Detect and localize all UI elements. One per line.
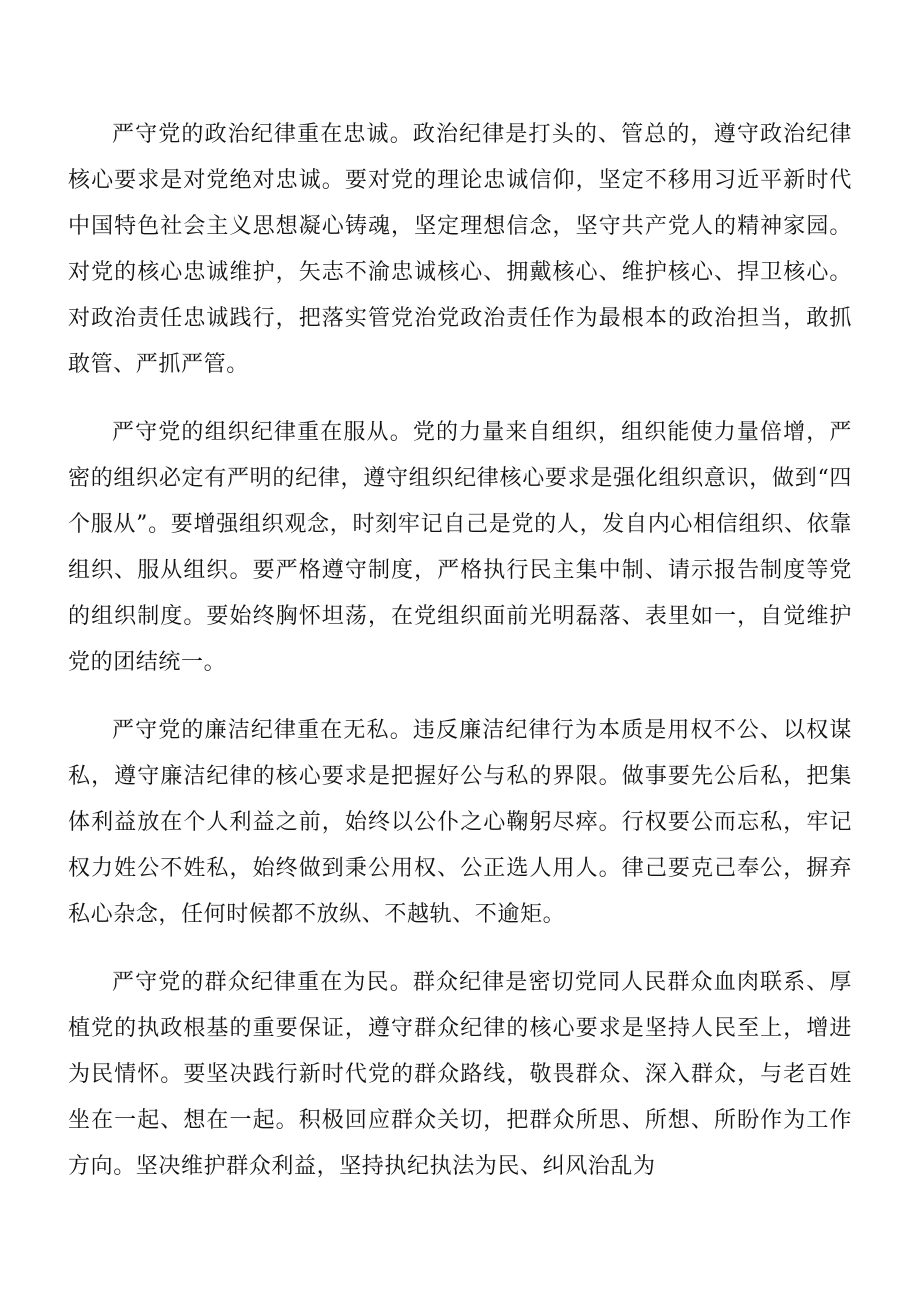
- document-page: [68, 112, 852, 1212]
- paragraph-integrity-discipline: 严守党的廉洁纪律重在无私。违反廉洁纪律行为本质是用权不公、以权谋私，遵守廉洁纪律的核心要求是把握好公与私的界限。做事要先公后私，把集体利益放在个人利益之前，始终以公仆之心鞠躬尽瘁。行权要公而忘私，牢记权力姓公不姓私，始终做到秉公用权、公正选人用人。律己要克己奉公，摒弃私心杂念，任何时候都不放纵、不越轨、不逾矩。: [68, 718, 852, 927]
- paragraph-mass-discipline: 严守党的群众纪律重在为民。群众纪律是密切党同人民群众血肉联系、厚植党的执政根基的重要保证，遵守群众纪律的核心要求是坚持人民至上，增进为民情怀。要坚决践行新时代党的群众路线，敬畏群众、深入群众，与老百姓坐在一起、想在一起。积极回应群众关切，把群众所思、所想、所盼作为工作方向。坚决维护群众利益，坚持执纪执法为民、纠风治乱为: [68, 970, 852, 1179]
- paragraph-organizational-discipline: 严守党的组织纪律重在服从。党的力量来自组织，组织能使力量倍增，严密的组织必定有严明的纪律，遵守组织纪律核心要求是强化组织意识，做到“四个服从”。要增强组织观念，时刻牢记自己是党的人，发自内心相信组织、依靠组织、服从组织。要严格遵守制度，严格执行民主集中制、请示报告制度等党的组织制度。要始终胸怀坦荡，在党组织面前光明磊落、表里如一，自觉维护党的团结统一。: [68, 420, 852, 675]
- paragraph-political-discipline: 严守党的政治纪律重在忠诚。政治纪律是打头的、管总的，遵守政治纪律核心要求是对党绝对忠诚。要对党的理论忠诚信仰，坚定不移用习近平新时代中国特色社会主义思想凝心铸魂，坚定理想信念，坚守共产党人的精神家园。对党的核心忠诚维护，矢志不渝忠诚核心、拥戴核心、维护核心、捍卫核心。对政治责任忠诚践行，把落实管党治党政治责任作为最根本的政治担当，敢抓敢管、严抓严管。: [68, 122, 852, 377]
